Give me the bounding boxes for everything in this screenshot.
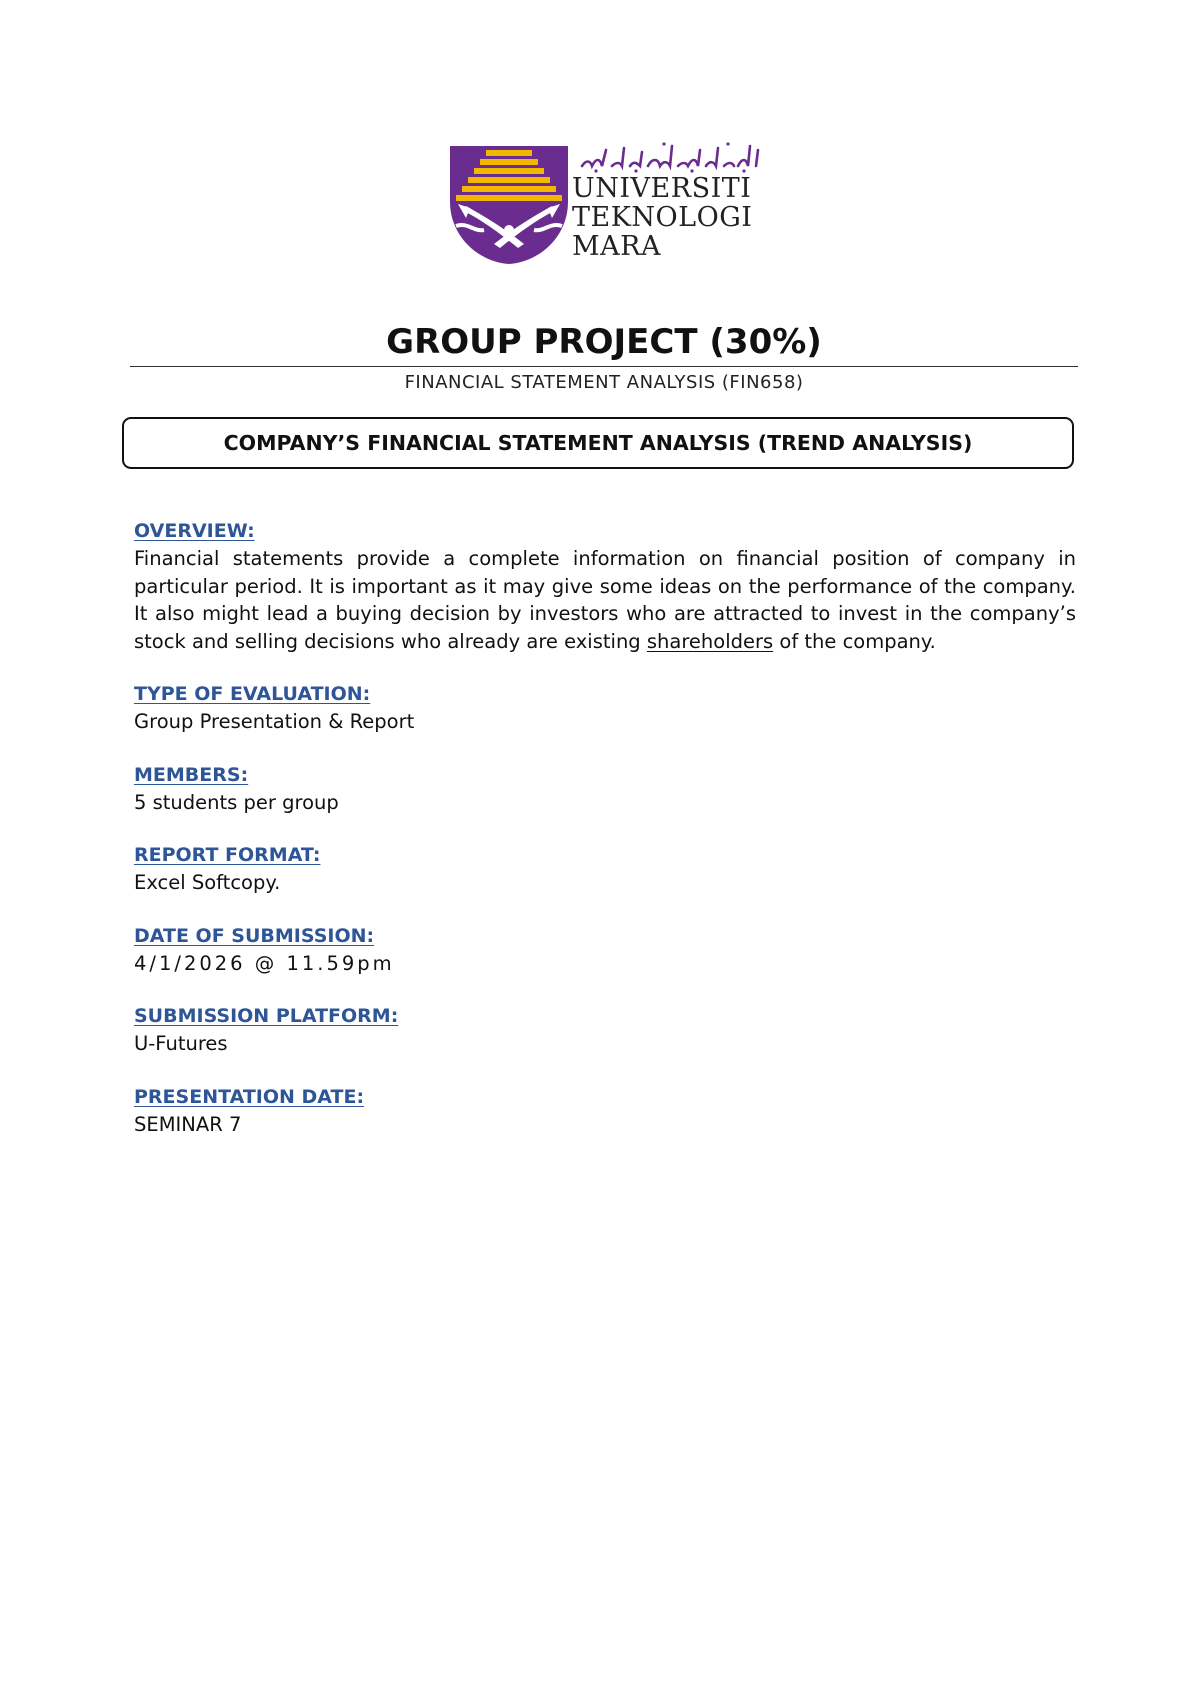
section-type-of-evaluation [134,681,1076,736]
section-presentation-date [134,1084,1076,1139]
overview-link-shareholders: shareholders [646,629,774,653]
heading-presentation-date: PRESENTATION DATE: [134,1085,365,1108]
banner-text: COMPANY’S FINANCIAL STATEMENT ANALYSIS (TREND ANALYSIS) [223,431,973,455]
date-of-submission-value: 4/1/2026 @ 11.59pm [134,951,395,975]
title-divider [130,366,1078,367]
logo-line-teknologi: TEKNOLOGI [572,202,753,233]
heading-report-format: REPORT FORMAT: [134,844,321,866]
project-title-banner [122,417,1074,469]
logo-line-universiti: UNIVERSITI [572,173,752,204]
members-value: 5 students per group [134,790,339,814]
section-date-of-submission [134,923,1076,978]
heading-date-of-submission: DATE OF SUBMISSION: [134,924,375,947]
section-report-format [134,842,1076,897]
submission-platform-value: U-Futures [134,1032,228,1055]
section-submission-platform [134,1003,1076,1058]
overview-paragraph [134,545,1076,655]
university-logo [448,140,768,266]
overview-text-part-1: Financial statements provide a complete information on financial position of company in particular period. It is important as it may give some ideas on the performance of the company. It also might lead a buying decision by investors who are attracted to invest in the company’s stock and selling decisions who already are existing [134,547,1076,653]
heading-type-of-evaluation: TYPE OF EVALUATION: [134,683,371,705]
page-title: GROUP PROJECT (30%) [386,322,822,362]
logo-line-mara: MARA [572,231,661,262]
document-body [134,518,1076,1164]
presentation-date-value: SEMINAR 7 [134,1112,242,1136]
report-format-value: Excel Softcopy. [134,871,281,894]
section-members [134,762,1076,817]
course-subtitle: FINANCIAL STATEMENT ANALYSIS (FIN658) [404,372,804,393]
heading-overview: OVERVIEW: [134,520,255,542]
logo-wordmark [572,174,752,261]
uitm-crest-icon [448,144,570,266]
overview-text-part-2: of the company. [773,629,936,653]
type-of-evaluation-value: Group Presentation & Report [134,710,415,733]
heading-members: MEMBERS: [134,763,249,786]
logo-arabic-script [576,140,766,174]
heading-submission-platform: SUBMISSION PLATFORM: [134,1005,399,1027]
section-overview [134,518,1076,655]
